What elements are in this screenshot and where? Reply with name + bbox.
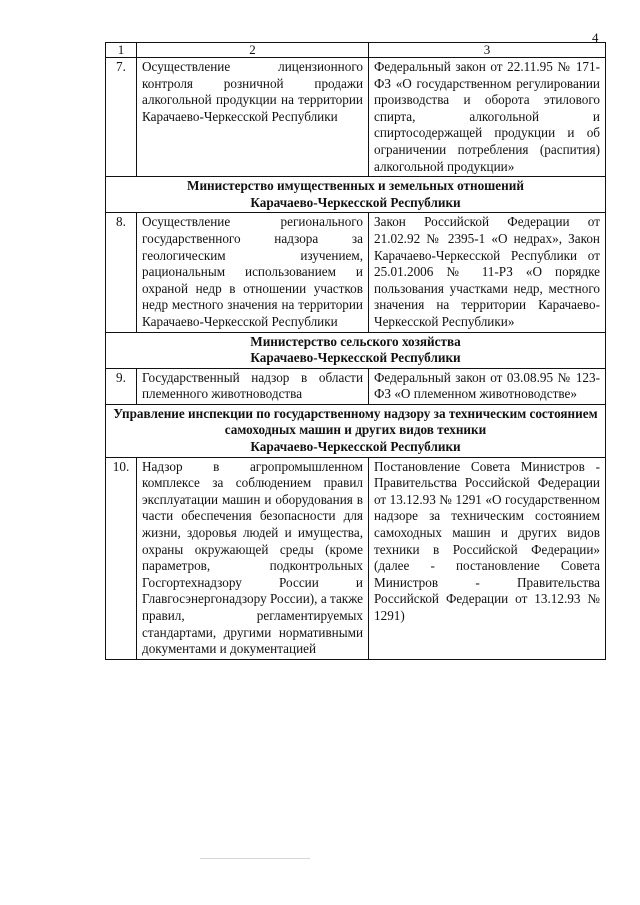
table-row-7 (106, 58, 606, 177)
table-row-8 (106, 213, 606, 332)
row-number: 9. (106, 368, 137, 404)
section-title-line: Управление инспекции по государственному надзору за техническим состоянием самоходных машин и других видов техники (113, 405, 598, 438)
row-number: 8. (106, 213, 137, 332)
control-activity-cell: Осуществление регионального государственного надзора за геологическим изучением, рациональным использованием и охраной недр в отношении участков недр местного значения на территории Карачаево-Черкесской Республики (137, 213, 369, 332)
row-number: 7. (106, 58, 137, 177)
section-header-row (106, 332, 606, 368)
legal-basis-cell: Постановление Совета Министров - Правительства Российской Федерации от 13.12.93 № 1291 «О государственном надзоре за техническим состоянием самоходных машин и других видов техники в Российской Федерации» (далее - постановление Совета Министров - Правительства Российской Федерации от 13.12.93 № 1291) (369, 457, 606, 659)
control-activity-cell: Осуществление лицензионного контроля розничной продажи алкогольной продукции на территории Карачаево-Черкесской Республики (137, 58, 369, 177)
section-header-row (106, 177, 606, 213)
column-number-3: 3 (369, 43, 606, 58)
table-row-9 (106, 368, 606, 404)
column-number-1: 1 (106, 43, 137, 58)
scan-artifact-line (200, 858, 310, 859)
section-header-row (106, 404, 606, 457)
section-title-line: Карачаево-Черкесской Республики (250, 439, 461, 455)
legal-basis-cell: Федеральный закон от 22.11.95 № 171-ФЗ «О государственном регулировании производства и оборота этилового спирта, алкогольной и спиртосодержащей продукции и об ограничении потребления (распития) алкогольной продукции» (369, 58, 606, 177)
table-row-10 (106, 457, 606, 659)
table-header-row (106, 43, 606, 58)
section-title-line: Министерство имущественных и земельных отношений (187, 178, 524, 194)
row-number: 10. (106, 457, 137, 659)
section-title (106, 332, 606, 368)
control-activity-cell: Надзор в агропромышленном комплексе за соблюдением правил эксплуатации машин и оборудования в части обеспечения безопасности для жизни, здоровья людей и имущества, охраны окружающей среды (кроме параметров, подконтрольных Госгортехнадзору России и Главгосэнергонадзору России), а также правил, регламентируемых стандартами, другими нормативными документами и документацией (137, 457, 369, 659)
legal-basis-cell: Федеральный закон от 03.08.95 № 123-ФЗ «О племенном животноводстве» (369, 368, 606, 404)
control-activity-cell: Государственный надзор в области племенного животноводства (137, 368, 369, 404)
regulation-table (105, 42, 606, 660)
column-number-2: 2 (137, 43, 369, 58)
section-title (106, 177, 606, 213)
section-title-line: Министерство сельского хозяйства (250, 333, 461, 349)
section-title-line: Карачаево-Черкесской Республики (250, 194, 461, 210)
legal-basis-cell: Закон Российской Федерации от 21.02.92 № 2395-1 «О недрах», Закон Карачаево-Черкесской Республики от 25.01.2006 № 11-РЗ «О порядке пользования участками недр, местного значения на территории Карачаево-Черкесской Республики» (369, 213, 606, 332)
section-title-line: Карачаево-Черкесской Республики (250, 350, 461, 366)
page-number: 4 (592, 30, 599, 45)
section-title (106, 404, 606, 457)
